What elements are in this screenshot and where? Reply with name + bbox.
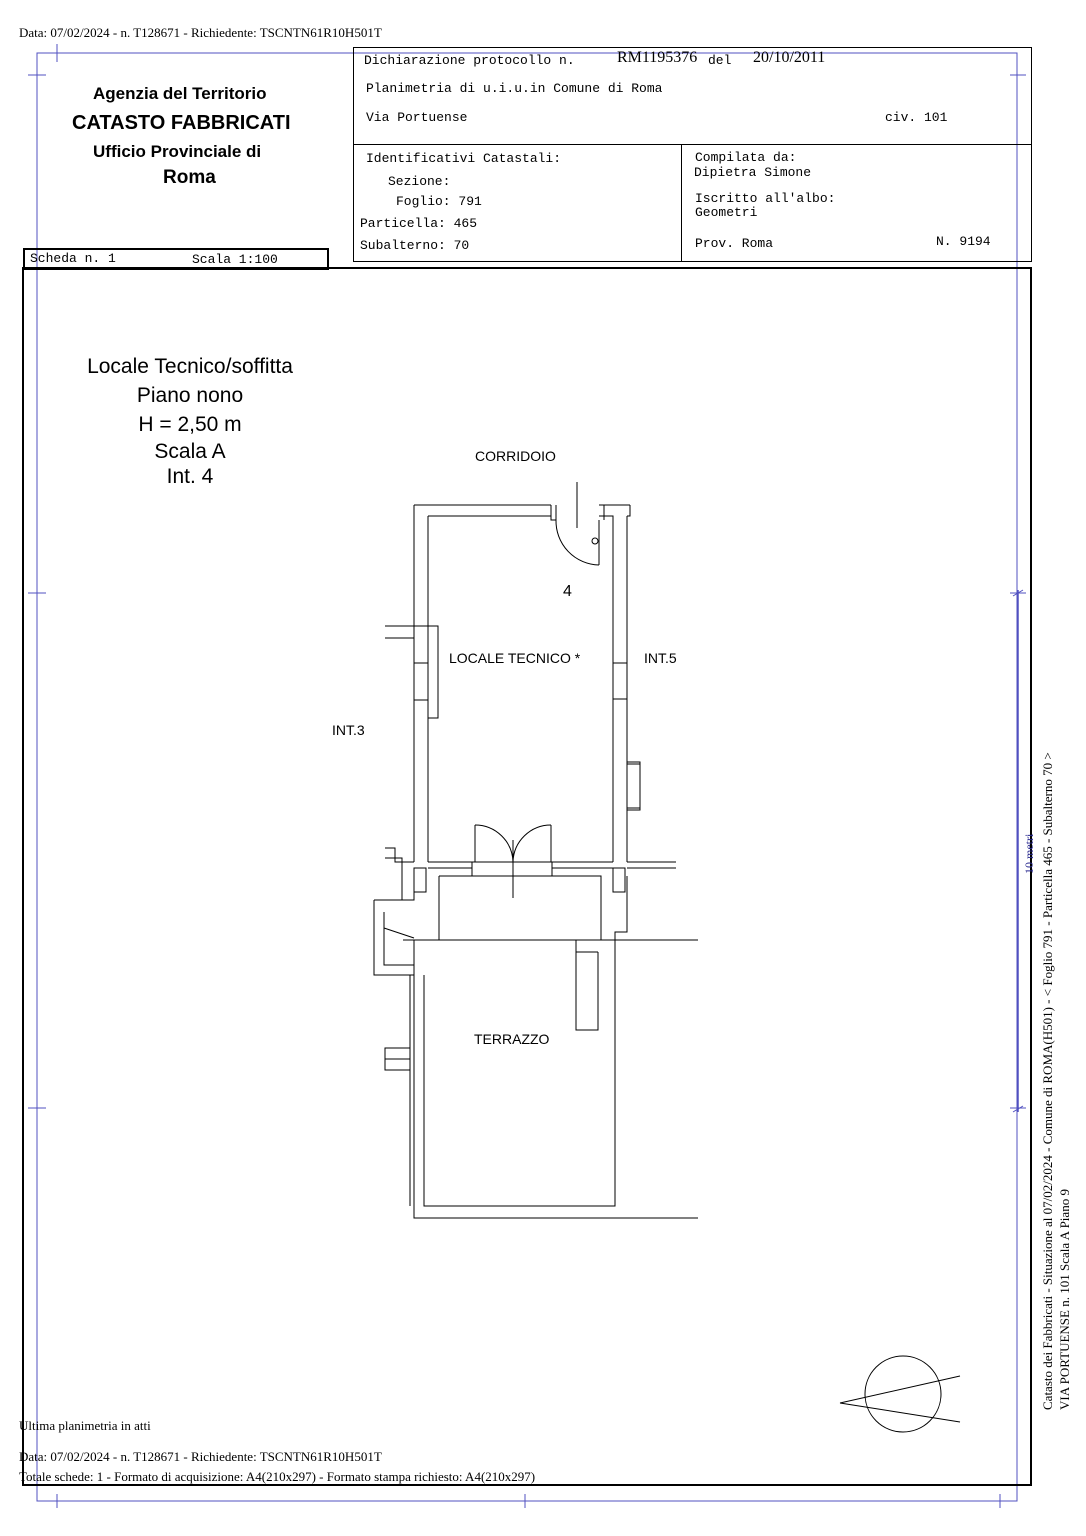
label-corridoio: CORRIDOIO (475, 448, 556, 464)
plan-info (79, 352, 301, 489)
catasto-title: CATASTO FABBRICATI (72, 112, 291, 134)
label-terrazzo: TERRAZZO (474, 1031, 550, 1047)
plan-info-line1: Locale Tecnico/soffitta (87, 355, 293, 378)
footer-totale: Totale schede: 1 - Formato di acquisizione: A4(210x297) - Formato stampa richiesto: A4(210x297) (19, 1469, 536, 1484)
plan-info-line3: H = 2,50 m (138, 413, 242, 436)
address: Via Portuense (366, 110, 468, 125)
del-label: del (708, 53, 732, 68)
side-address: VIA PORTUENSE n. 101 Scala A Piano 9 (1057, 1189, 1072, 1410)
protocol-date: 20/10/2011 (753, 49, 826, 66)
civ-number: civ. 101 (885, 110, 948, 125)
identifiers-box (353, 144, 682, 262)
plan-info-line2: Piano nono (136, 384, 244, 407)
declaration-box (353, 47, 1032, 145)
compilata-label: Compilata da: (695, 150, 797, 165)
label-int5: INT.5 (644, 650, 677, 666)
numero-value: N. 9194 (936, 234, 991, 249)
plan-info-line5: Int. 4 (166, 465, 214, 488)
compiler-box (681, 144, 1032, 262)
protocol-number: RM1195376 (617, 49, 698, 66)
prov-value: Prov. Roma (695, 236, 774, 251)
subalterno-value: Subalterno: 70 (360, 238, 470, 253)
albo-value: Geometri (695, 205, 758, 220)
iscritto-label: Iscritto all'albo: (695, 191, 836, 206)
particella-value: Particella: 465 (360, 216, 478, 231)
plan-info-line4: Scala A (154, 440, 226, 463)
foglio-value: Foglio: 791 (396, 194, 482, 209)
side-situazione: Catasto dei Fabbricati - Situazione al 07/02/2024 - Comune di ROMA(H501) - < Foglio 791 - Particella 465 - Subalterno 70 > (1040, 752, 1055, 1410)
compiler-name: Dipietra Simone (694, 165, 812, 180)
footer-data-line: Data: 07/02/2024 - n. T128671 - Richiedente: TSCNTN61R10H501T (19, 1449, 382, 1464)
agency-name: Agenzia del Territorio (93, 84, 267, 103)
scala-label: Scala 1:100 (192, 252, 278, 267)
ufficio-label: Ufficio Provinciale di (93, 142, 262, 161)
scheda-box (23, 248, 329, 270)
footer-ultima: Ultima planimetria in atti (19, 1418, 151, 1433)
sezione-label: Sezione: (388, 174, 451, 189)
header-top-line: Data: 07/02/2024 - n. T128671 - Richiedente: TSCNTN61R10H501T (19, 25, 382, 40)
identifiers-title: Identificativi Catastali: (366, 151, 562, 166)
ufficio-city: Roma (163, 167, 216, 188)
scheda-label: Scheda n. 1 (30, 251, 116, 266)
planimetria-line: Planimetria di u.i.u.in Comune di Roma (366, 81, 663, 96)
scale-bar-label: 10 metri (1022, 833, 1036, 874)
label-int3: INT.3 (332, 722, 365, 738)
label-unit-number: 4 (563, 583, 572, 600)
label-locale-tecnico: LOCALE TECNICO * (449, 650, 581, 666)
protocol-label: Dichiarazione protocollo n. (364, 53, 575, 68)
